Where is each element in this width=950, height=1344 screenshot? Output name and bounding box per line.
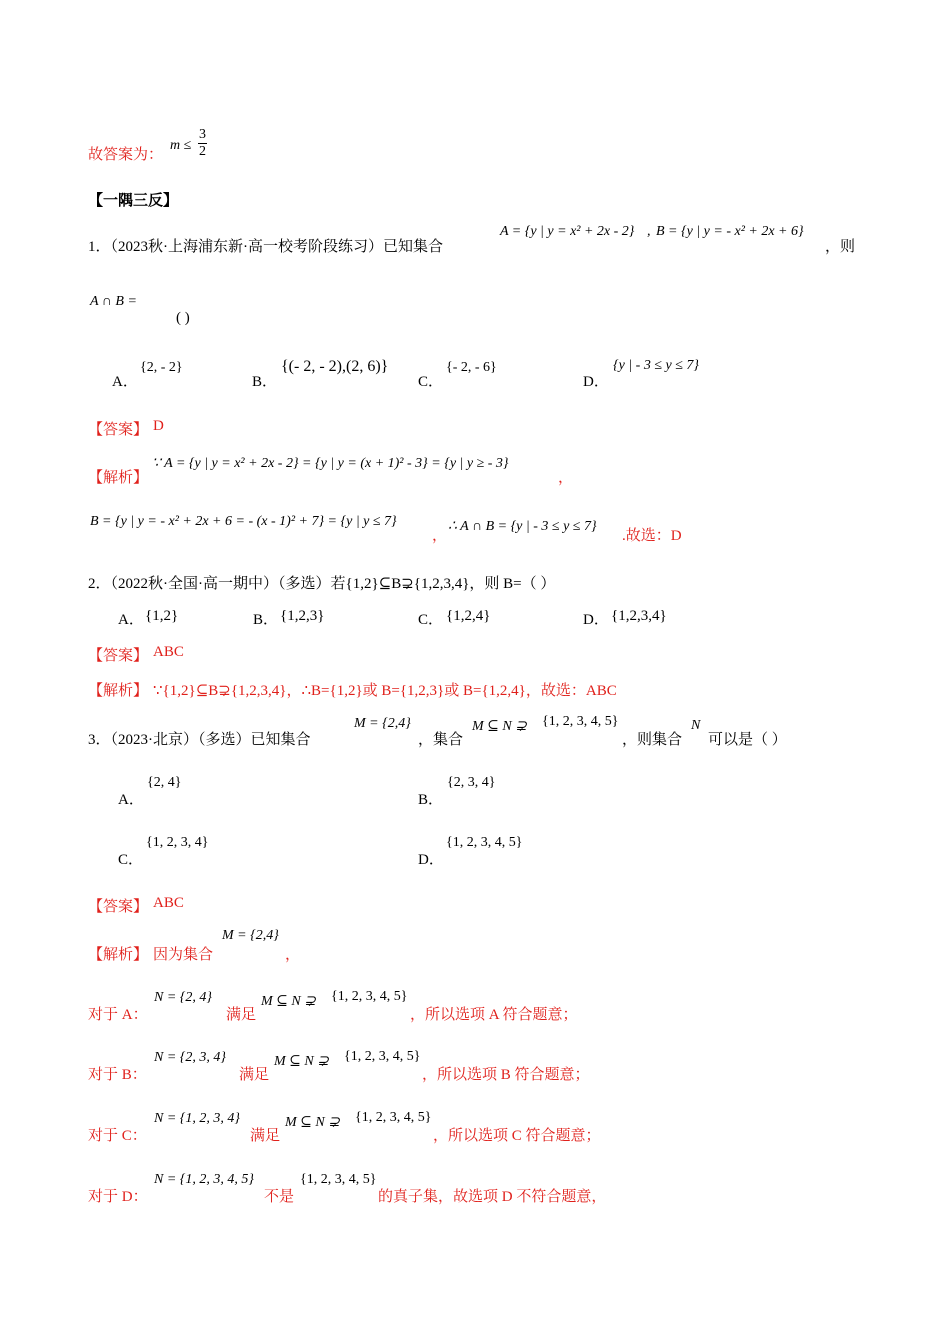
q3-case-a-tail: ，所以选项 A 符合题意； xyxy=(410,1007,578,1023)
q1-analysis-line2-tail: .故选：D xyxy=(622,528,682,544)
q1-sep: , xyxy=(647,224,651,239)
q3-option-d-label: D． xyxy=(418,852,444,868)
q3-case-b-rel: M ⊆ N ⊋ xyxy=(274,1054,329,1069)
q3-analysis-m: M = {2,4} xyxy=(222,928,279,943)
q3-option-c-label: C． xyxy=(118,852,144,868)
q3-case-d-u: {1, 2, 3, 4, 5} xyxy=(300,1172,377,1187)
q1-intersection: A ∩ B = xyxy=(90,294,137,309)
q3-case-a-label: 对于 A： xyxy=(88,1007,148,1023)
q1-option-c-label: C． xyxy=(418,374,444,390)
q1-stem-a: 1．（2023秋·上海浦东新·高一校考阶段练习）已知集合 xyxy=(88,239,443,255)
q1-analysis-line2-mid: ， xyxy=(432,528,448,544)
q2-analysis-tag: 【解析】 xyxy=(88,683,149,699)
q1-option-a-label: A． xyxy=(112,374,138,390)
q3-case-a-u: {1, 2, 3, 4, 5} xyxy=(331,989,408,1004)
q2-option-a-label: A． xyxy=(118,612,144,628)
q3-option-c: {1, 2, 3, 4} xyxy=(146,835,209,850)
q1-analysis-line2: B = {y | y = - x² + 2x + 6 = - (x - 1)² + 7} = {y | y ≤ 7} xyxy=(90,514,397,529)
q3-case-a-word: 满足 xyxy=(226,1007,257,1023)
q2-answer: ABC xyxy=(153,644,184,660)
q3-case-b-tail: ，所以选项 B 符合题意； xyxy=(422,1067,590,1083)
q3-case-c-u: {1, 2, 3, 4, 5} xyxy=(355,1110,432,1125)
q3-analysis-tag: 【解析】 xyxy=(88,947,149,963)
q2-option-a: {1,2} xyxy=(145,608,179,624)
q1-option-b-label: B． xyxy=(252,374,278,390)
q1-option-b: {(- 2, - 2),(2, 6)} xyxy=(281,358,389,375)
q3-option-d: {1, 2, 3, 4, 5} xyxy=(446,835,523,850)
intro-answer-fraction: $\frac{3}{2}$ xyxy=(199,127,206,159)
q2-option-c-label: C． xyxy=(418,612,444,628)
q1-answer-tag: 【答案】 xyxy=(88,422,149,438)
q1-analysis-line1: ∵ A = {y | y = x² + 2x - 2} = {y | y = (x + 1)² - 3} = {y | y ≥ - 3} xyxy=(152,456,509,471)
q1-set-a: A = {y | y = x² + 2x - 2} xyxy=(500,224,635,239)
q1-paren: ( ) xyxy=(176,310,190,326)
q3-option-a: {2, 4} xyxy=(147,775,182,790)
q3-case-c-n: N = {1, 2, 3, 4} xyxy=(154,1111,240,1126)
q3-case-a-n: N = {2, 4} xyxy=(154,990,212,1005)
q3-case-c-word: 满足 xyxy=(250,1128,281,1144)
intro-answer-math: m ≤ xyxy=(170,138,192,153)
q3-option-a-label: A． xyxy=(118,792,144,808)
q3-case-d-n: N = {1, 2, 3, 4, 5} xyxy=(154,1172,254,1187)
q2-answer-tag: 【答案】 xyxy=(88,648,149,664)
q3-case-b-n: N = {2, 3, 4} xyxy=(154,1050,226,1065)
q3-set-m: M = {2,4} xyxy=(354,716,411,731)
q1-answer: D xyxy=(153,418,164,434)
q2-option-d-label: D． xyxy=(583,612,609,628)
section-title: 【一隅三反】 xyxy=(88,193,179,209)
q3-case-d-word: 不是 xyxy=(264,1189,295,1205)
q3-case-b-label: 对于 B： xyxy=(88,1067,147,1083)
q3-stem-d: 可以是（ ） xyxy=(708,732,787,748)
q1-stem-b: ，则 xyxy=(825,239,856,255)
q3-answer: ABC xyxy=(153,895,184,911)
q3-stem-a: 3．（2023·北京）（多选）已知集合 xyxy=(88,732,311,748)
intro-answer-prefix: 故答案为： xyxy=(88,147,164,163)
q3-universal-set: {1, 2, 3, 4, 5} xyxy=(542,714,619,729)
q3-answer-tag: 【答案】 xyxy=(88,899,149,915)
q2-option-c: {1,2,4} xyxy=(446,608,491,624)
q3-analysis-intro: 因为集合 xyxy=(153,947,214,963)
q3-relation: M ⊆ N ⊋ xyxy=(472,719,527,734)
q3-case-b-u: {1, 2, 3, 4, 5} xyxy=(344,1049,421,1064)
q2-option-d: {1,2,3,4} xyxy=(611,608,667,624)
q2-option-b: {1,2,3} xyxy=(280,608,325,624)
q3-case-b-word: 满足 xyxy=(239,1067,270,1083)
q1-set-b: B = {y | y = - x² + 2x + 6} xyxy=(656,224,804,239)
q3-case-a-rel: M ⊆ N ⊋ xyxy=(261,994,316,1009)
q1-analysis-line2-result: ∴ A ∩ B = {y | - 3 ≤ y ≤ 7} xyxy=(448,519,597,534)
q2-analysis: ∵{1,2}⊆B⊋{1,2,3,4}，∴B={1,2}或 B={1,2,3}或 B={1,2,4}，故选：ABC xyxy=(153,683,617,699)
q1-analysis-line1-tail: ， xyxy=(558,470,574,486)
q2-option-b-label: B． xyxy=(253,612,279,628)
q3-n: N xyxy=(691,718,701,733)
q3-stem-b: ，集合 xyxy=(418,732,464,748)
q3-option-b-label: B． xyxy=(418,792,444,808)
q3-case-d-label: 对于 D： xyxy=(88,1189,148,1205)
q1-option-a: {2, - 2} xyxy=(140,360,183,375)
q3-stem-c: ，则集合 xyxy=(622,732,683,748)
q1-option-d: {y | - 3 ≤ y ≤ 7} xyxy=(613,358,700,373)
q1-option-c: {- 2, - 6} xyxy=(446,360,497,375)
q3-case-c-label: 对于 C： xyxy=(88,1128,147,1144)
q3-option-b: {2, 3, 4} xyxy=(447,775,496,790)
q3-case-c-tail: ，所以选项 C 符合题意； xyxy=(433,1128,601,1144)
q3-case-d-tail: 的真子集，故选项 D 不符合题意， xyxy=(378,1189,607,1205)
q3-case-c-rel: M ⊆ N ⊋ xyxy=(285,1115,340,1130)
q1-analysis-tag: 【解析】 xyxy=(88,470,149,486)
q1-option-d-label: D． xyxy=(583,374,609,390)
q2-stem: 2．（2022秋·全国·高一期中）（多选）若{1,2}⊆B⊋{1,2,3,4}，则 B=（ ） xyxy=(88,576,556,592)
q3-analysis-intro-tail: ， xyxy=(285,947,301,963)
